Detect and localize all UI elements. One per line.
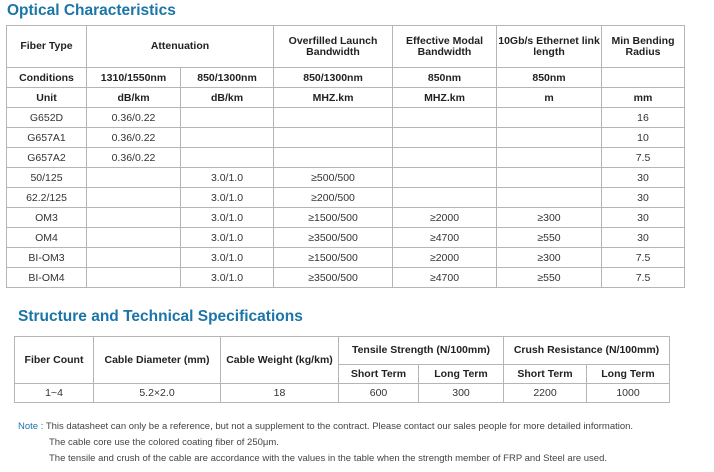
header-fiber-type: Fiber Type <box>7 26 87 68</box>
table-cell: mm <box>602 88 685 108</box>
table-cell: OM4 <box>7 228 87 248</box>
table-row <box>7 188 685 208</box>
table-cell: ≥1500/500 <box>274 208 393 228</box>
table-cell: 2200 <box>504 384 587 403</box>
table-row <box>7 208 685 228</box>
table-cell: 7.5 <box>602 248 685 268</box>
table-cell: 0.36/0.22 <box>87 108 181 128</box>
table-cell <box>87 208 181 228</box>
header-overfilled-bandwidth: Overfilled Launch Bandwidth <box>274 26 393 68</box>
table-cell: ≥4700 <box>393 228 497 248</box>
table-cell: 3.0/1.0 <box>181 208 274 228</box>
table-cell: ≥2000 <box>393 208 497 228</box>
table-cell: 3.0/1.0 <box>181 168 274 188</box>
table-cell: MHZ.km <box>274 88 393 108</box>
table-cell: ≥4700 <box>393 268 497 288</box>
table-cell: 0.36/0.22 <box>87 148 181 168</box>
header-effective-bandwidth: Effective Modal Bandwidth <box>393 26 497 68</box>
table-row <box>7 228 685 248</box>
header-tensile-short-term: Short Term <box>339 365 419 384</box>
header-crush-resistance: Crush Resistance (N/100mm) <box>504 337 670 365</box>
table-cell: ≥550 <box>497 228 602 248</box>
table-cell: 3.0/1.0 <box>181 228 274 248</box>
table-cell: ≥200/500 <box>274 188 393 208</box>
table-row <box>7 168 685 188</box>
table-cell: OM3 <box>7 208 87 228</box>
table-cell <box>393 128 497 148</box>
table-cell <box>497 108 602 128</box>
table-cell: dB/km <box>181 88 274 108</box>
table-cell: 3.0/1.0 <box>181 248 274 268</box>
notes-section <box>18 419 633 467</box>
table-cell <box>181 148 274 168</box>
table-cell <box>393 108 497 128</box>
table-row <box>7 128 685 148</box>
table-cell: 5.2×2.0 <box>94 384 221 403</box>
table-cell: 30 <box>602 188 685 208</box>
table-row <box>7 108 685 128</box>
table-cell: ≥3500/500 <box>274 268 393 288</box>
table-cell: MHZ.km <box>393 88 497 108</box>
table-cell <box>87 168 181 188</box>
table-cell: ≥550 <box>497 268 602 288</box>
table-cell: 600 <box>339 384 419 403</box>
optical-characteristics-title: Optical Characteristics <box>7 2 176 19</box>
table-cell: 10 <box>602 128 685 148</box>
note-line: The cable core use the colored coating fiber of 250μm. <box>49 437 279 448</box>
table-cell <box>274 148 393 168</box>
table-header-row <box>7 26 685 68</box>
table-cell <box>497 128 602 148</box>
table-cell: 850nm <box>497 68 602 88</box>
table-cell <box>87 228 181 248</box>
table-cell: ≥300 <box>497 208 602 228</box>
table-cell: 1310/1550nm <box>87 68 181 88</box>
table-cell: ≥300 <box>497 248 602 268</box>
table-row <box>7 248 685 268</box>
unit-row <box>7 88 685 108</box>
table-cell: BI-OM3 <box>7 248 87 268</box>
table-cell <box>87 188 181 208</box>
table-cell: 3.0/1.0 <box>181 188 274 208</box>
table-cell <box>87 248 181 268</box>
table-cell: 30 <box>602 228 685 248</box>
header-fiber-count: Fiber Count <box>15 337 94 384</box>
table-cell: 300 <box>419 384 504 403</box>
structure-specifications-table <box>14 336 670 403</box>
conditions-row <box>7 68 685 88</box>
table-cell: 3.0/1.0 <box>181 268 274 288</box>
table-cell: ≥1500/500 <box>274 248 393 268</box>
header-crush-short-term: Short Term <box>504 365 587 384</box>
table-cell: 7.5 <box>602 148 685 168</box>
table-cell: 18 <box>221 384 339 403</box>
table-cell: 850/1300nm <box>181 68 274 88</box>
table-cell <box>497 188 602 208</box>
table-cell: ≥2000 <box>393 248 497 268</box>
note-label: Note : <box>18 421 44 432</box>
header-cable-weight: Cable Weight (kg/km) <box>221 337 339 384</box>
table-cell: BI-OM4 <box>7 268 87 288</box>
header-attenuation: Attenuation <box>87 26 274 68</box>
header-tensile-long-term: Long Term <box>419 365 504 384</box>
table-header-row <box>15 337 670 365</box>
table-cell <box>497 148 602 168</box>
header-ethernet-link-length: 10Gb/s Ethernet link length <box>497 26 602 68</box>
optical-characteristics-table <box>6 25 685 288</box>
table-cell: 850nm <box>393 68 497 88</box>
table-cell: G652D <box>7 108 87 128</box>
table-cell <box>274 108 393 128</box>
table-cell <box>87 268 181 288</box>
table-cell: G657A1 <box>7 128 87 148</box>
table-cell: ≥3500/500 <box>274 228 393 248</box>
table-cell <box>274 128 393 148</box>
table-cell: 62.2/125 <box>7 188 87 208</box>
table-cell: 30 <box>602 168 685 188</box>
table-cell <box>602 68 685 88</box>
note-text: This datasheet can only be a reference, but not a supplement to the contract. Please contact our sales people for more detailed information. <box>45 421 634 432</box>
table-cell <box>393 168 497 188</box>
table-cell <box>181 128 274 148</box>
table-cell: 1000 <box>587 384 670 403</box>
header-min-bending-radius: Min Bending Radius <box>602 26 685 68</box>
note-line: The tensile and crush of the cable are accordance with the values in the table when the strength member of FRP and Steel are used. <box>49 453 608 464</box>
table-row <box>7 268 685 288</box>
note-line <box>18 419 633 435</box>
table-row <box>7 148 685 168</box>
table-cell <box>181 108 274 128</box>
table-cell: 1~4 <box>15 384 94 403</box>
table-cell: Unit <box>7 88 87 108</box>
table-cell: 30 <box>602 208 685 228</box>
table-cell <box>393 188 497 208</box>
table-cell: 0.36/0.22 <box>87 128 181 148</box>
table-cell: dB/km <box>87 88 181 108</box>
header-cable-diameter: Cable Diameter (mm) <box>94 337 221 384</box>
table-cell <box>497 168 602 188</box>
header-crush-long-term: Long Term <box>587 365 670 384</box>
table-cell: 850/1300nm <box>274 68 393 88</box>
table-cell: 16 <box>602 108 685 128</box>
table-cell: 7.5 <box>602 268 685 288</box>
table-cell: ≥500/500 <box>274 168 393 188</box>
table-cell: m <box>497 88 602 108</box>
table-cell: 50/125 <box>7 168 87 188</box>
table-row <box>15 384 670 403</box>
table-cell <box>393 148 497 168</box>
table-cell: G657A2 <box>7 148 87 168</box>
table-cell: Conditions <box>7 68 87 88</box>
header-tensile-strength: Tensile Strength (N/100mm) <box>339 337 504 365</box>
structure-specifications-title: Structure and Technical Specifications <box>18 308 303 325</box>
